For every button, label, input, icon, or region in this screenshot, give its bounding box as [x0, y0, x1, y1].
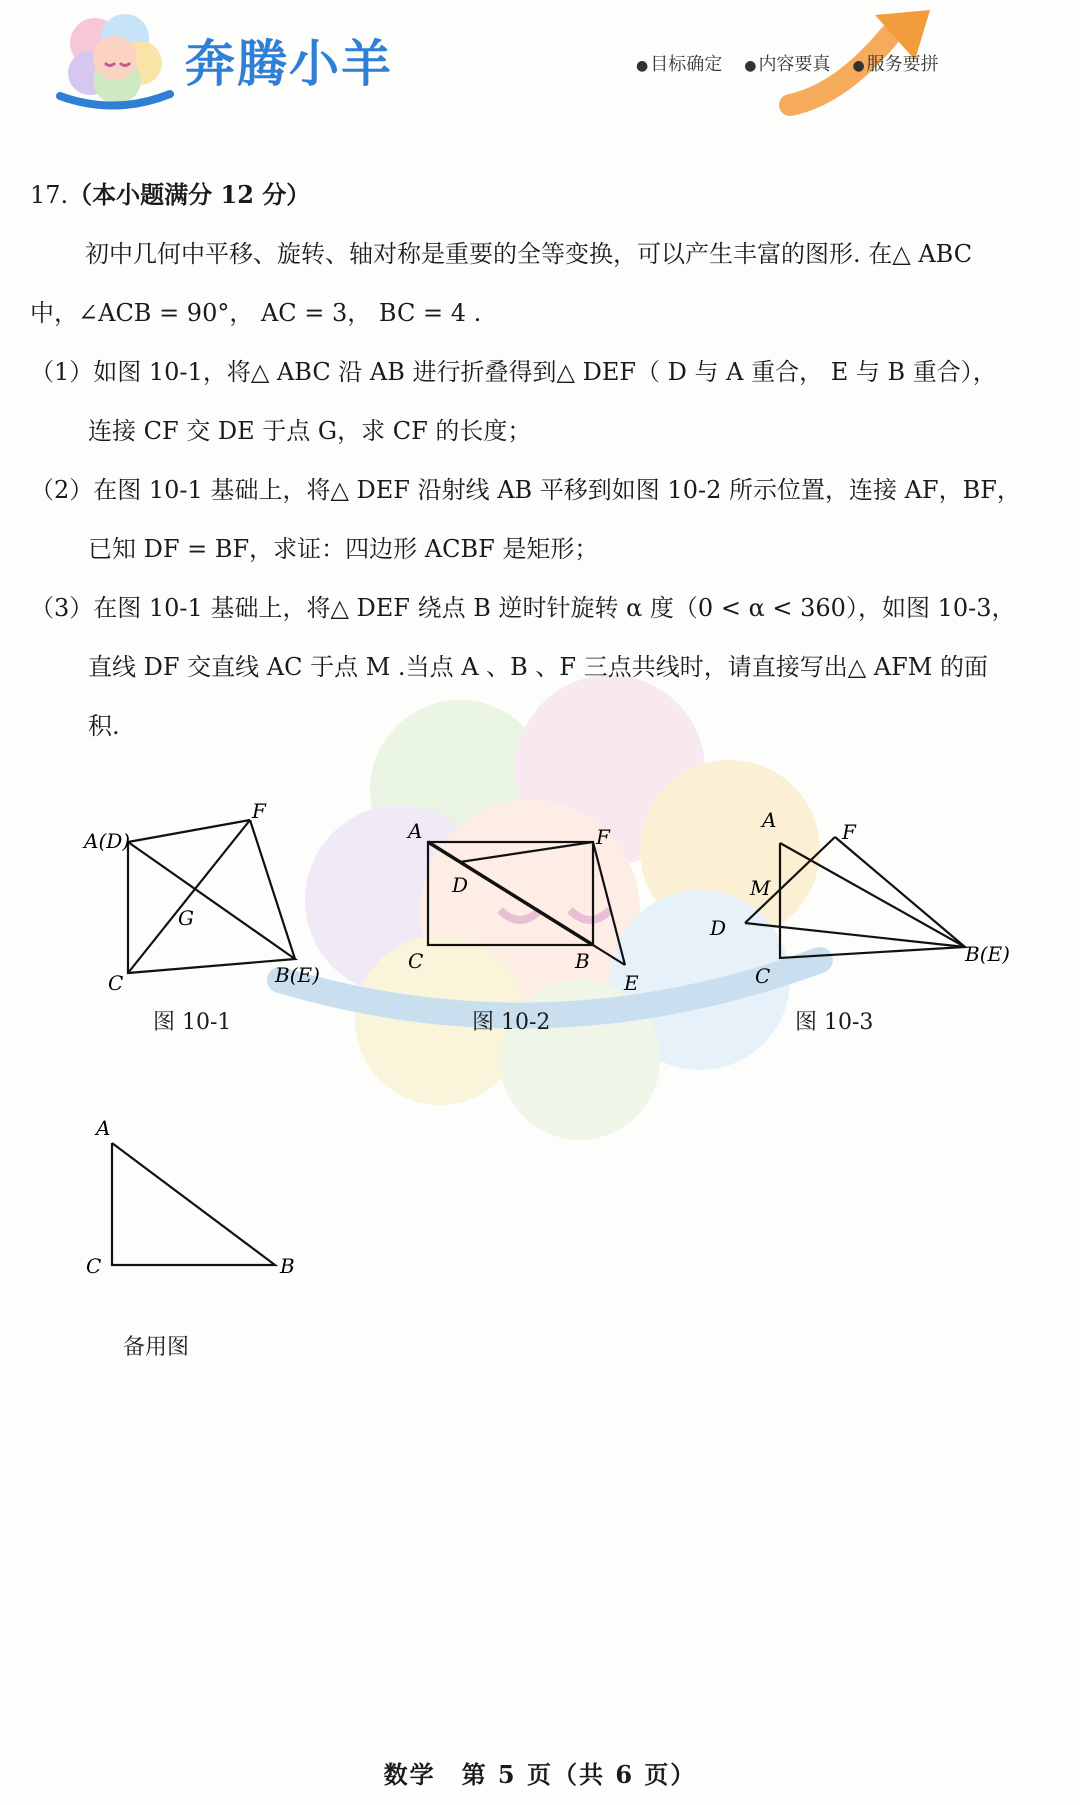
header [0, 0, 1080, 140]
spare-label-a: A [96, 1116, 111, 1140]
figure-10-3 [700, 795, 1010, 995]
page-footer: 数学 第 5 页（共 6 页） [383, 1760, 697, 1789]
part-2-line-1: （2）在图 10-1 基础上，将△ DEF 沿射线 AB 平移到如图 10-2 所示位置，连接 AF，BF， [30, 476, 1021, 504]
part-3-line-3: 积. [88, 712, 120, 740]
part-1-line-1: （1）如图 10-1，将△ ABC 沿 AB 进行折叠得到△ DEF（ D 与 A 重合， E 与 B 重合）， [30, 358, 997, 386]
spare-figure [70, 1115, 310, 1295]
fig2-label-b: B [575, 949, 590, 973]
fig2-label-a: A [408, 819, 423, 843]
figure-10-2-caption: 图 10-2 [472, 1010, 551, 1035]
part-1-line-2: 连接 CF 交 DE 于点 G，求 CF 的长度； [88, 417, 532, 445]
part-2-line-2: 已知 DF = BF，求证：四边形 ACBF 是矩形； [88, 535, 599, 563]
fig3-label-c: C [755, 964, 771, 988]
problem-heading [30, 165, 1050, 225]
figure-10-2 [400, 800, 640, 1000]
slogan-item: ● 服务要拼 [852, 50, 938, 76]
fig3-label-d: D [710, 916, 727, 940]
fig3-label-m: M [750, 876, 771, 900]
part-3-line-1: （3）在图 10-1 基础上，将△ DEF 绕点 B 逆时针旋转 α 度（0 < α < 360），如图 10-3， [30, 594, 1016, 622]
problem-text [30, 165, 1050, 756]
brand-name: 奔腾小羊 [185, 35, 393, 93]
fig1-label-g: G [178, 906, 194, 930]
part-3-line-2: 直线 DF 交直线 AC 于点 M .当点 A 、B 、F 三点共线时，请直接写出△ AFM 的面 [88, 653, 988, 681]
slogans [636, 50, 939, 76]
intro-line-2: 中，∠ACB = 90°， AC = 3， BC = 4 . [30, 299, 482, 327]
figure-10-1-caption: 图 10-1 [153, 1010, 232, 1035]
sheep-logo-icon [55, 8, 175, 113]
slogan-item: ● 内容要真 [744, 50, 830, 76]
spare-label-b: B [280, 1254, 295, 1278]
spare-figure-caption: 备用图 [123, 1335, 190, 1360]
fig2-label-d: D [452, 873, 469, 897]
fig3-label-a: A [762, 808, 777, 832]
problem-number: 17. [30, 181, 69, 209]
figures-row [0, 780, 1080, 1080]
intro-line-1: 初中几何中平移、旋转、轴对称是重要的全等变换，可以产生丰富的图形. 在△ ABC [85, 240, 973, 268]
figure-10-3-caption: 图 10-3 [795, 1010, 874, 1035]
fig2-label-f: F [596, 825, 610, 849]
slogan-item: ● 目标确定 [636, 50, 722, 76]
spare-label-c: C [86, 1254, 102, 1278]
fig2-label-c: C [408, 949, 424, 973]
fig1-label-a: A(D) [84, 829, 131, 853]
fig1-label-b: B(E) [275, 963, 320, 987]
fig1-label-c: C [108, 971, 124, 995]
fig3-label-b: B(E) [965, 942, 1010, 966]
fig3-label-f: F [842, 820, 856, 844]
figure-10-1 [80, 799, 320, 995]
fig1-label-f: F [252, 799, 266, 823]
fig2-label-e: E [624, 971, 639, 995]
problem-score: （本小题满分 12 分） [68, 180, 311, 209]
